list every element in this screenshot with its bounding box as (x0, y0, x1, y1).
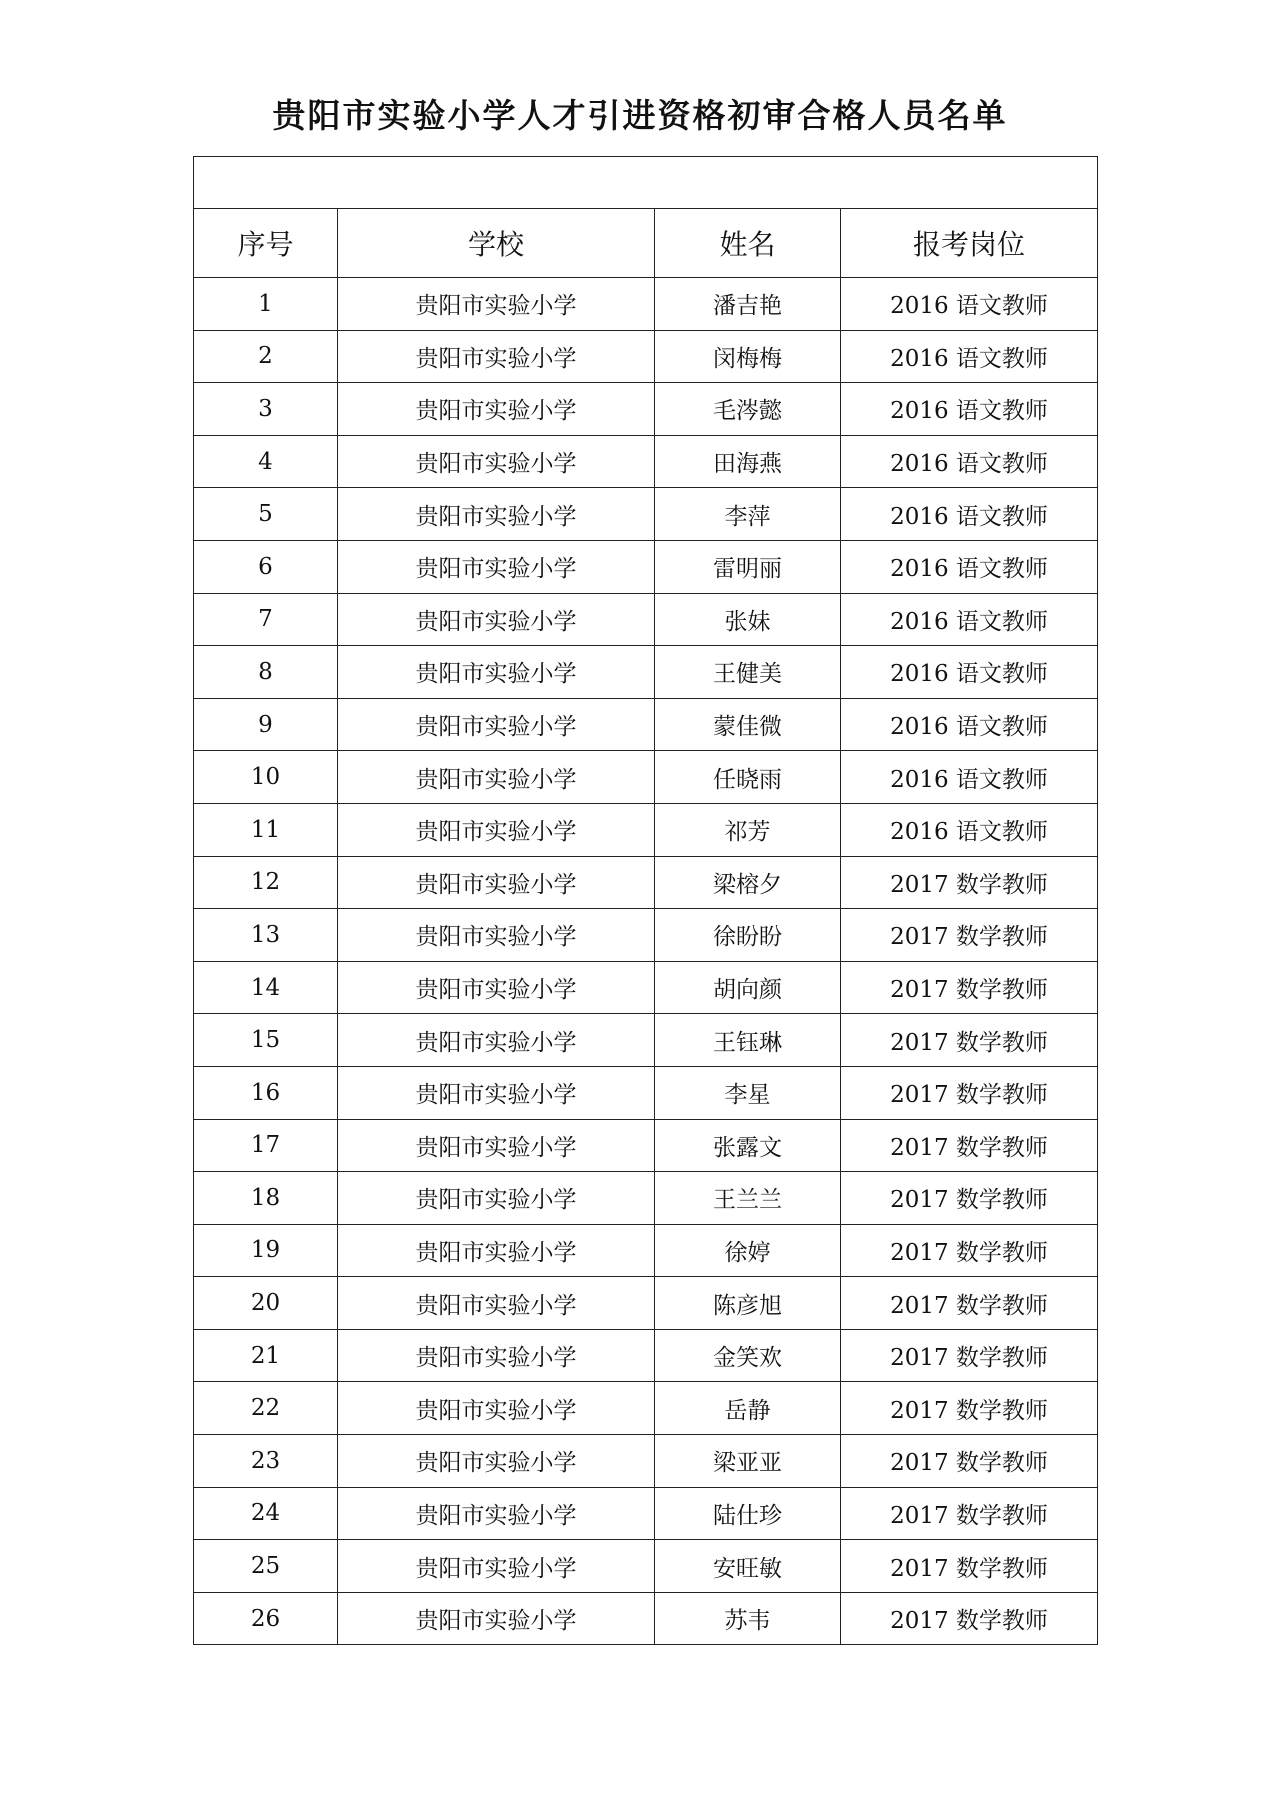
row-name-cell: 胡向颜 (655, 961, 841, 1014)
row-name-cell: 张妹 (655, 593, 841, 646)
row-school-cell: 贵阳市实验小学 (338, 1592, 655, 1645)
row-name-cell: 任晓雨 (655, 751, 841, 804)
row-name-cell: 田海燕 (655, 435, 841, 488)
row-school-cell: 贵阳市实验小学 (338, 961, 655, 1014)
row-name-cell: 蒙佳微 (655, 698, 841, 751)
row-index-cell: 12 (194, 856, 338, 909)
row-index-cell: 5 (194, 488, 338, 541)
table-body (194, 278, 1098, 1645)
qualified-candidates-table (193, 156, 1098, 1645)
row-name-cell: 徐婷 (655, 1224, 841, 1277)
table-row (194, 593, 1098, 646)
row-index-cell: 8 (194, 646, 338, 699)
row-school-cell: 贵阳市实验小学 (338, 803, 655, 856)
table-row (194, 1066, 1098, 1119)
row-index-cell: 24 (194, 1487, 338, 1540)
table-row (194, 961, 1098, 1014)
row-name-cell: 王兰兰 (655, 1172, 841, 1225)
table-row (194, 1277, 1098, 1330)
row-position-cell: 2017 数学教师 (841, 1172, 1098, 1225)
row-name-cell: 陈彦旭 (655, 1277, 841, 1330)
row-index-cell: 11 (194, 803, 338, 856)
header-school: 学校 (338, 209, 655, 278)
row-name-cell: 潘吉艳 (655, 278, 841, 331)
row-school-cell: 贵阳市实验小学 (338, 488, 655, 541)
row-school-cell: 贵阳市实验小学 (338, 278, 655, 331)
table-header-row (194, 209, 1098, 278)
table-row (194, 383, 1098, 436)
row-index-cell: 7 (194, 593, 338, 646)
row-position-cell: 2017 数学教师 (841, 961, 1098, 1014)
row-position-cell: 2016 语文教师 (841, 751, 1098, 804)
table-row (194, 1382, 1098, 1435)
row-index-cell: 13 (194, 909, 338, 962)
row-name-cell: 闵梅梅 (655, 330, 841, 383)
page-title: 贵阳市实验小学人才引进资格初审合格人员名单 (272, 96, 1008, 135)
table-row (194, 435, 1098, 488)
table-row (194, 803, 1098, 856)
row-position-cell: 2016 语文教师 (841, 435, 1098, 488)
row-name-cell: 雷明丽 (655, 540, 841, 593)
row-school-cell: 贵阳市实验小学 (338, 856, 655, 909)
row-school-cell: 贵阳市实验小学 (338, 1487, 655, 1540)
row-index-cell: 20 (194, 1277, 338, 1330)
header-index: 序号 (194, 209, 338, 278)
row-index-cell: 22 (194, 1382, 338, 1435)
row-index-cell: 21 (194, 1329, 338, 1382)
row-index-cell: 15 (194, 1014, 338, 1067)
table-row (194, 1487, 1098, 1540)
row-name-cell: 安旺敏 (655, 1540, 841, 1593)
row-school-cell: 贵阳市实验小学 (338, 751, 655, 804)
row-index-cell: 2 (194, 330, 338, 383)
row-school-cell: 贵阳市实验小学 (338, 1277, 655, 1330)
row-index-cell: 16 (194, 1066, 338, 1119)
row-index-cell: 6 (194, 540, 338, 593)
row-name-cell: 张露文 (655, 1119, 841, 1172)
table-row (194, 751, 1098, 804)
table-row (194, 1119, 1098, 1172)
row-position-cell: 2017 数学教师 (841, 1592, 1098, 1645)
row-school-cell: 贵阳市实验小学 (338, 1119, 655, 1172)
row-school-cell: 贵阳市实验小学 (338, 1382, 655, 1435)
row-school-cell: 贵阳市实验小学 (338, 1172, 655, 1225)
row-school-cell: 贵阳市实验小学 (338, 435, 655, 488)
row-position-cell: 2017 数学教师 (841, 1540, 1098, 1593)
table-row (194, 1540, 1098, 1593)
table-row (194, 646, 1098, 699)
table-row (194, 330, 1098, 383)
row-school-cell: 贵阳市实验小学 (338, 593, 655, 646)
row-position-cell: 2017 数学教师 (841, 1435, 1098, 1488)
row-position-cell: 2016 语文教师 (841, 698, 1098, 751)
row-position-cell: 2017 数学教师 (841, 1119, 1098, 1172)
row-school-cell: 贵阳市实验小学 (338, 646, 655, 699)
row-position-cell: 2016 语文教师 (841, 330, 1098, 383)
table-row (194, 1329, 1098, 1382)
row-position-cell: 2016 语文教师 (841, 540, 1098, 593)
row-index-cell: 10 (194, 751, 338, 804)
row-index-cell: 26 (194, 1592, 338, 1645)
header-name: 姓名 (655, 209, 841, 278)
table-row (194, 1172, 1098, 1225)
blank-top-row (194, 157, 1098, 209)
table-row (194, 698, 1098, 751)
table-row (194, 856, 1098, 909)
row-school-cell: 贵阳市实验小学 (338, 1224, 655, 1277)
row-index-cell: 4 (194, 435, 338, 488)
row-index-cell: 18 (194, 1172, 338, 1225)
row-name-cell: 王钰琳 (655, 1014, 841, 1067)
row-school-cell: 贵阳市实验小学 (338, 1540, 655, 1593)
row-position-cell: 2017 数学教师 (841, 1066, 1098, 1119)
row-position-cell: 2017 数学教师 (841, 1382, 1098, 1435)
row-index-cell: 23 (194, 1435, 338, 1488)
row-index-cell: 9 (194, 698, 338, 751)
row-index-cell: 17 (194, 1119, 338, 1172)
table-row (194, 1224, 1098, 1277)
row-school-cell: 贵阳市实验小学 (338, 1435, 655, 1488)
header-position: 报考岗位 (841, 209, 1098, 278)
row-school-cell: 贵阳市实验小学 (338, 383, 655, 436)
row-school-cell: 贵阳市实验小学 (338, 698, 655, 751)
row-name-cell: 李萍 (655, 488, 841, 541)
row-position-cell: 2016 语文教师 (841, 803, 1098, 856)
row-name-cell: 毛涔懿 (655, 383, 841, 436)
row-index-cell: 3 (194, 383, 338, 436)
table-row (194, 488, 1098, 541)
table-row (194, 1014, 1098, 1067)
row-position-cell: 2017 数学教师 (841, 1277, 1098, 1330)
row-index-cell: 14 (194, 961, 338, 1014)
row-name-cell: 徐盼盼 (655, 909, 841, 962)
row-position-cell: 2017 数学教师 (841, 909, 1098, 962)
row-position-cell: 2016 语文教师 (841, 593, 1098, 646)
row-index-cell: 1 (194, 278, 338, 331)
row-position-cell: 2016 语文教师 (841, 488, 1098, 541)
row-position-cell: 2016 语文教师 (841, 383, 1098, 436)
row-name-cell: 梁亚亚 (655, 1435, 841, 1488)
row-index-cell: 25 (194, 1540, 338, 1593)
row-position-cell: 2017 数学教师 (841, 1014, 1098, 1067)
table-row (194, 278, 1098, 331)
row-school-cell: 贵阳市实验小学 (338, 330, 655, 383)
row-name-cell: 王健美 (655, 646, 841, 699)
row-name-cell: 金笑欢 (655, 1329, 841, 1382)
row-position-cell: 2017 数学教师 (841, 856, 1098, 909)
row-school-cell: 贵阳市实验小学 (338, 1329, 655, 1382)
row-position-cell: 2017 数学教师 (841, 1487, 1098, 1540)
row-position-cell: 2016 语文教师 (841, 646, 1098, 699)
row-name-cell: 李星 (655, 1066, 841, 1119)
row-position-cell: 2017 数学教师 (841, 1329, 1098, 1382)
row-name-cell: 陆仕珍 (655, 1487, 841, 1540)
row-position-cell: 2016 语文教师 (841, 278, 1098, 331)
row-name-cell: 梁榕夕 (655, 856, 841, 909)
row-position-cell: 2017 数学教师 (841, 1224, 1098, 1277)
blank-cell (194, 157, 1098, 209)
row-school-cell: 贵阳市实验小学 (338, 1066, 655, 1119)
row-name-cell: 岳静 (655, 1382, 841, 1435)
row-school-cell: 贵阳市实验小学 (338, 540, 655, 593)
table-row (194, 1435, 1098, 1488)
row-school-cell: 贵阳市实验小学 (338, 1014, 655, 1067)
table-row (194, 1592, 1098, 1645)
row-name-cell: 祁芳 (655, 803, 841, 856)
row-index-cell: 19 (194, 1224, 338, 1277)
table-row (194, 540, 1098, 593)
row-name-cell: 苏韦 (655, 1592, 841, 1645)
row-school-cell: 贵阳市实验小学 (338, 909, 655, 962)
table-row (194, 909, 1098, 962)
